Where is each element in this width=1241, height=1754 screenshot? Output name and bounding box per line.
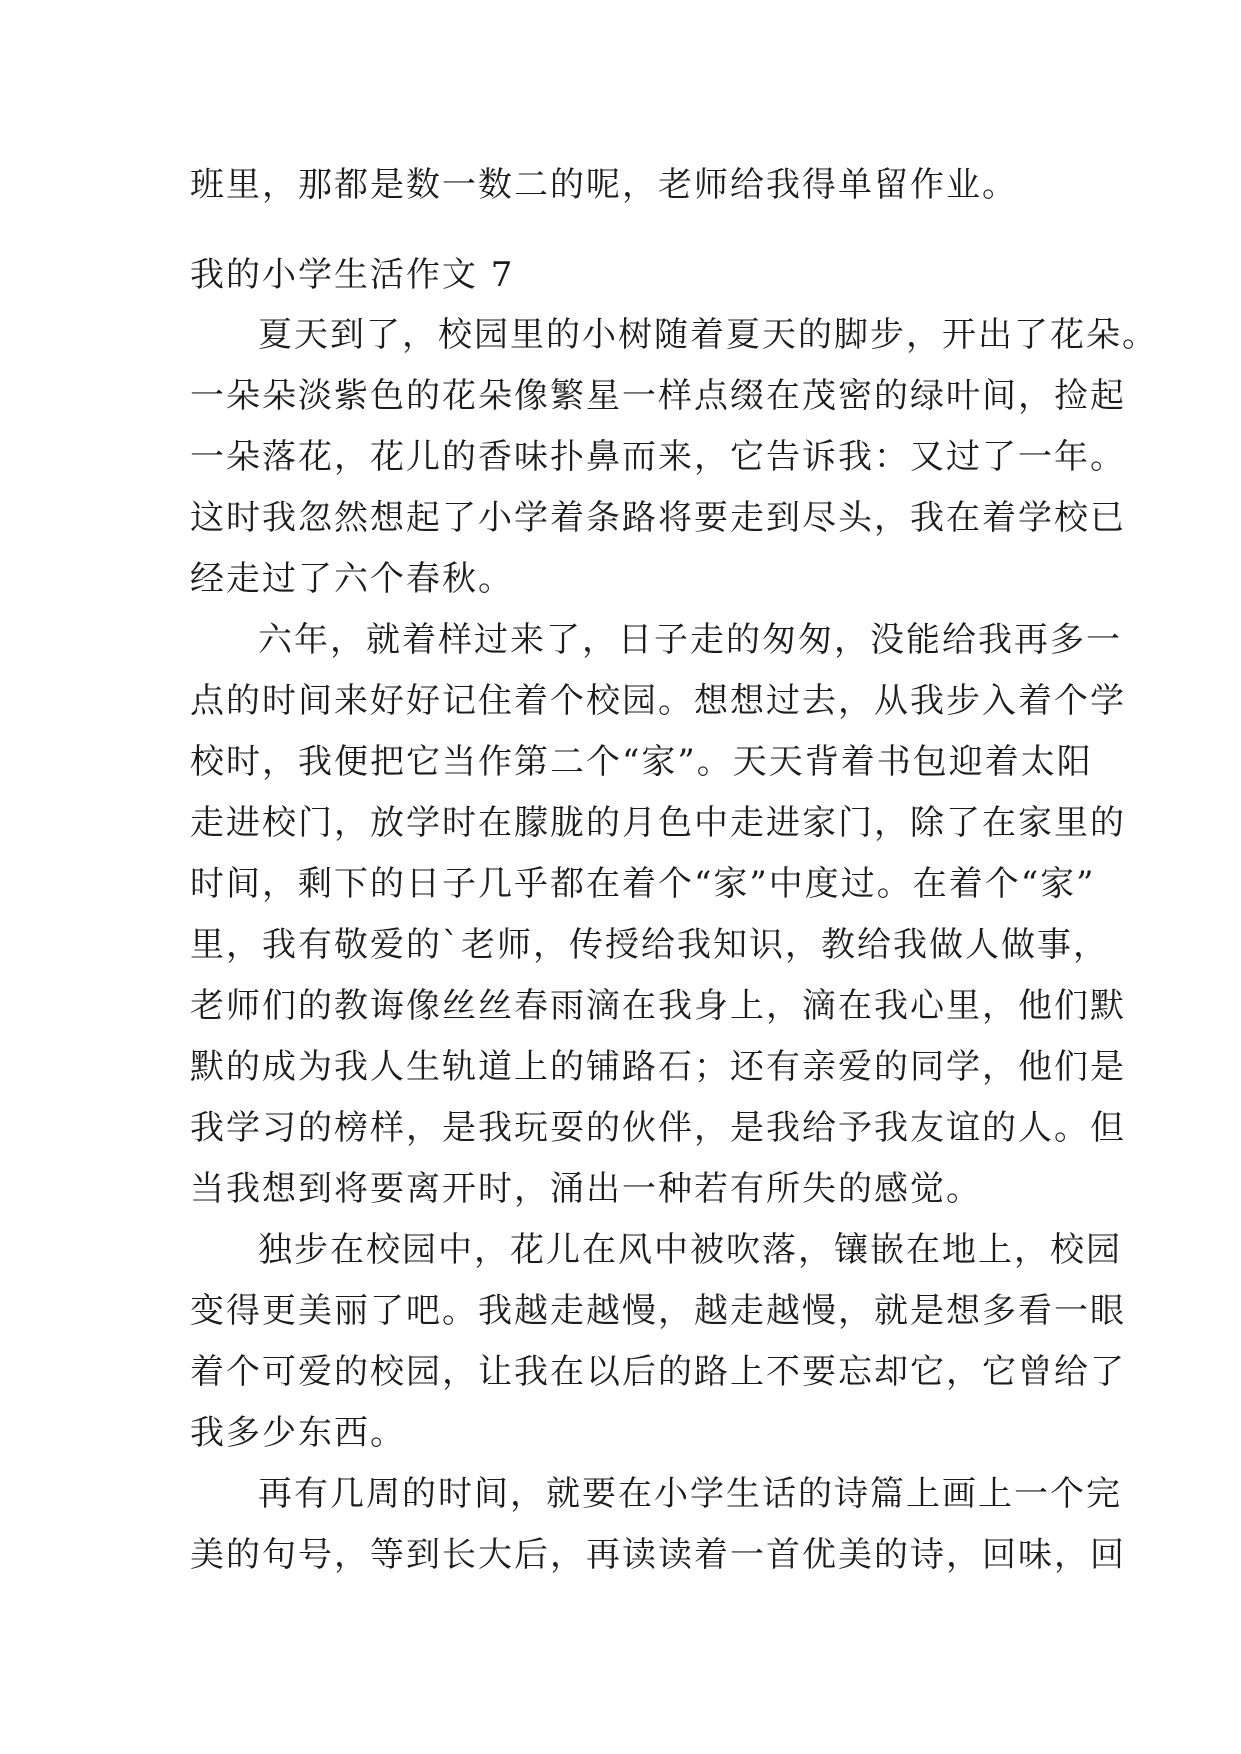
section-heading: 我的小学生活作文 7 [190, 255, 515, 295]
text-line: 我多少东西。 [190, 1413, 406, 1453]
text-line: 时间，剩下的日子几乎都在着个“家”中度过。在着个“家” [190, 864, 1096, 904]
paragraph-first-line: 独步在校园中，花儿在风中被吹落，镶嵌在地上，校园 [258, 1230, 1122, 1270]
text-line: 变得更美丽了吧。我越走越慢，越走越慢，就是想多看一眼 [190, 1291, 1126, 1331]
text-line: 经走过了六个春秋。 [190, 559, 514, 599]
text-line: 点的时间来好好记住着个校园。想想过去，从我步入着个学 [190, 681, 1126, 721]
text-line: 一朵落花，花儿的香味扑鼻而来，它告诉我：又过了一年。 [190, 437, 1126, 477]
paragraph-first-line: 再有几周的时间，就要在小学生话的诗篇上画上一个完 [258, 1474, 1122, 1514]
text-line: 默的成为我人生轨道上的铺路石；还有亲爱的同学，他们是 [190, 1047, 1126, 1087]
paragraph-first-line: 夏天到了，校园里的小树随着夏天的脚步，开出了花朵。 [258, 315, 1158, 355]
text-line: 当我想到将要离开时，涌出一种若有所失的感觉。 [190, 1169, 982, 1209]
text-line: 老师们的教诲像丝丝春雨滴在我身上，滴在我心里，他们默 [190, 986, 1126, 1026]
text-line: 我学习的榜样，是我玩耍的伙伴，是我给予我友谊的人。但 [190, 1108, 1126, 1148]
text-line: 一朵朵淡紫色的花朵像繁星一样点缀在茂密的绿叶间，捡起 [190, 376, 1126, 416]
paragraph-first-line: 六年，就着样过来了，日子走的匆匆，没能给我再多一 [258, 620, 1122, 660]
text-line: 这时我忽然想起了小学着条路将要走到尽头，我在着学校已 [190, 498, 1126, 538]
text-line: 走进校门，放学时在朦胧的月色中走进家门，除了在家里的 [190, 803, 1126, 843]
text-line: 校时，我便把它当作第二个“家”。天天背着书包迎着太阳 [190, 742, 1093, 782]
text-line: 里，我有敬爱的`老师，传授给我知识，教给我做人做事， [190, 925, 1109, 965]
text-line: 美的句号，等到长大后，再读读着一首优美的诗，回味，回 [190, 1535, 1126, 1575]
text-line: 班里，那都是数一数二的呢，老师给我得单留作业。 [190, 165, 1018, 205]
text-line: 着个可爱的校园，让我在以后的路上不要忘却它，它曾给了 [190, 1352, 1126, 1392]
